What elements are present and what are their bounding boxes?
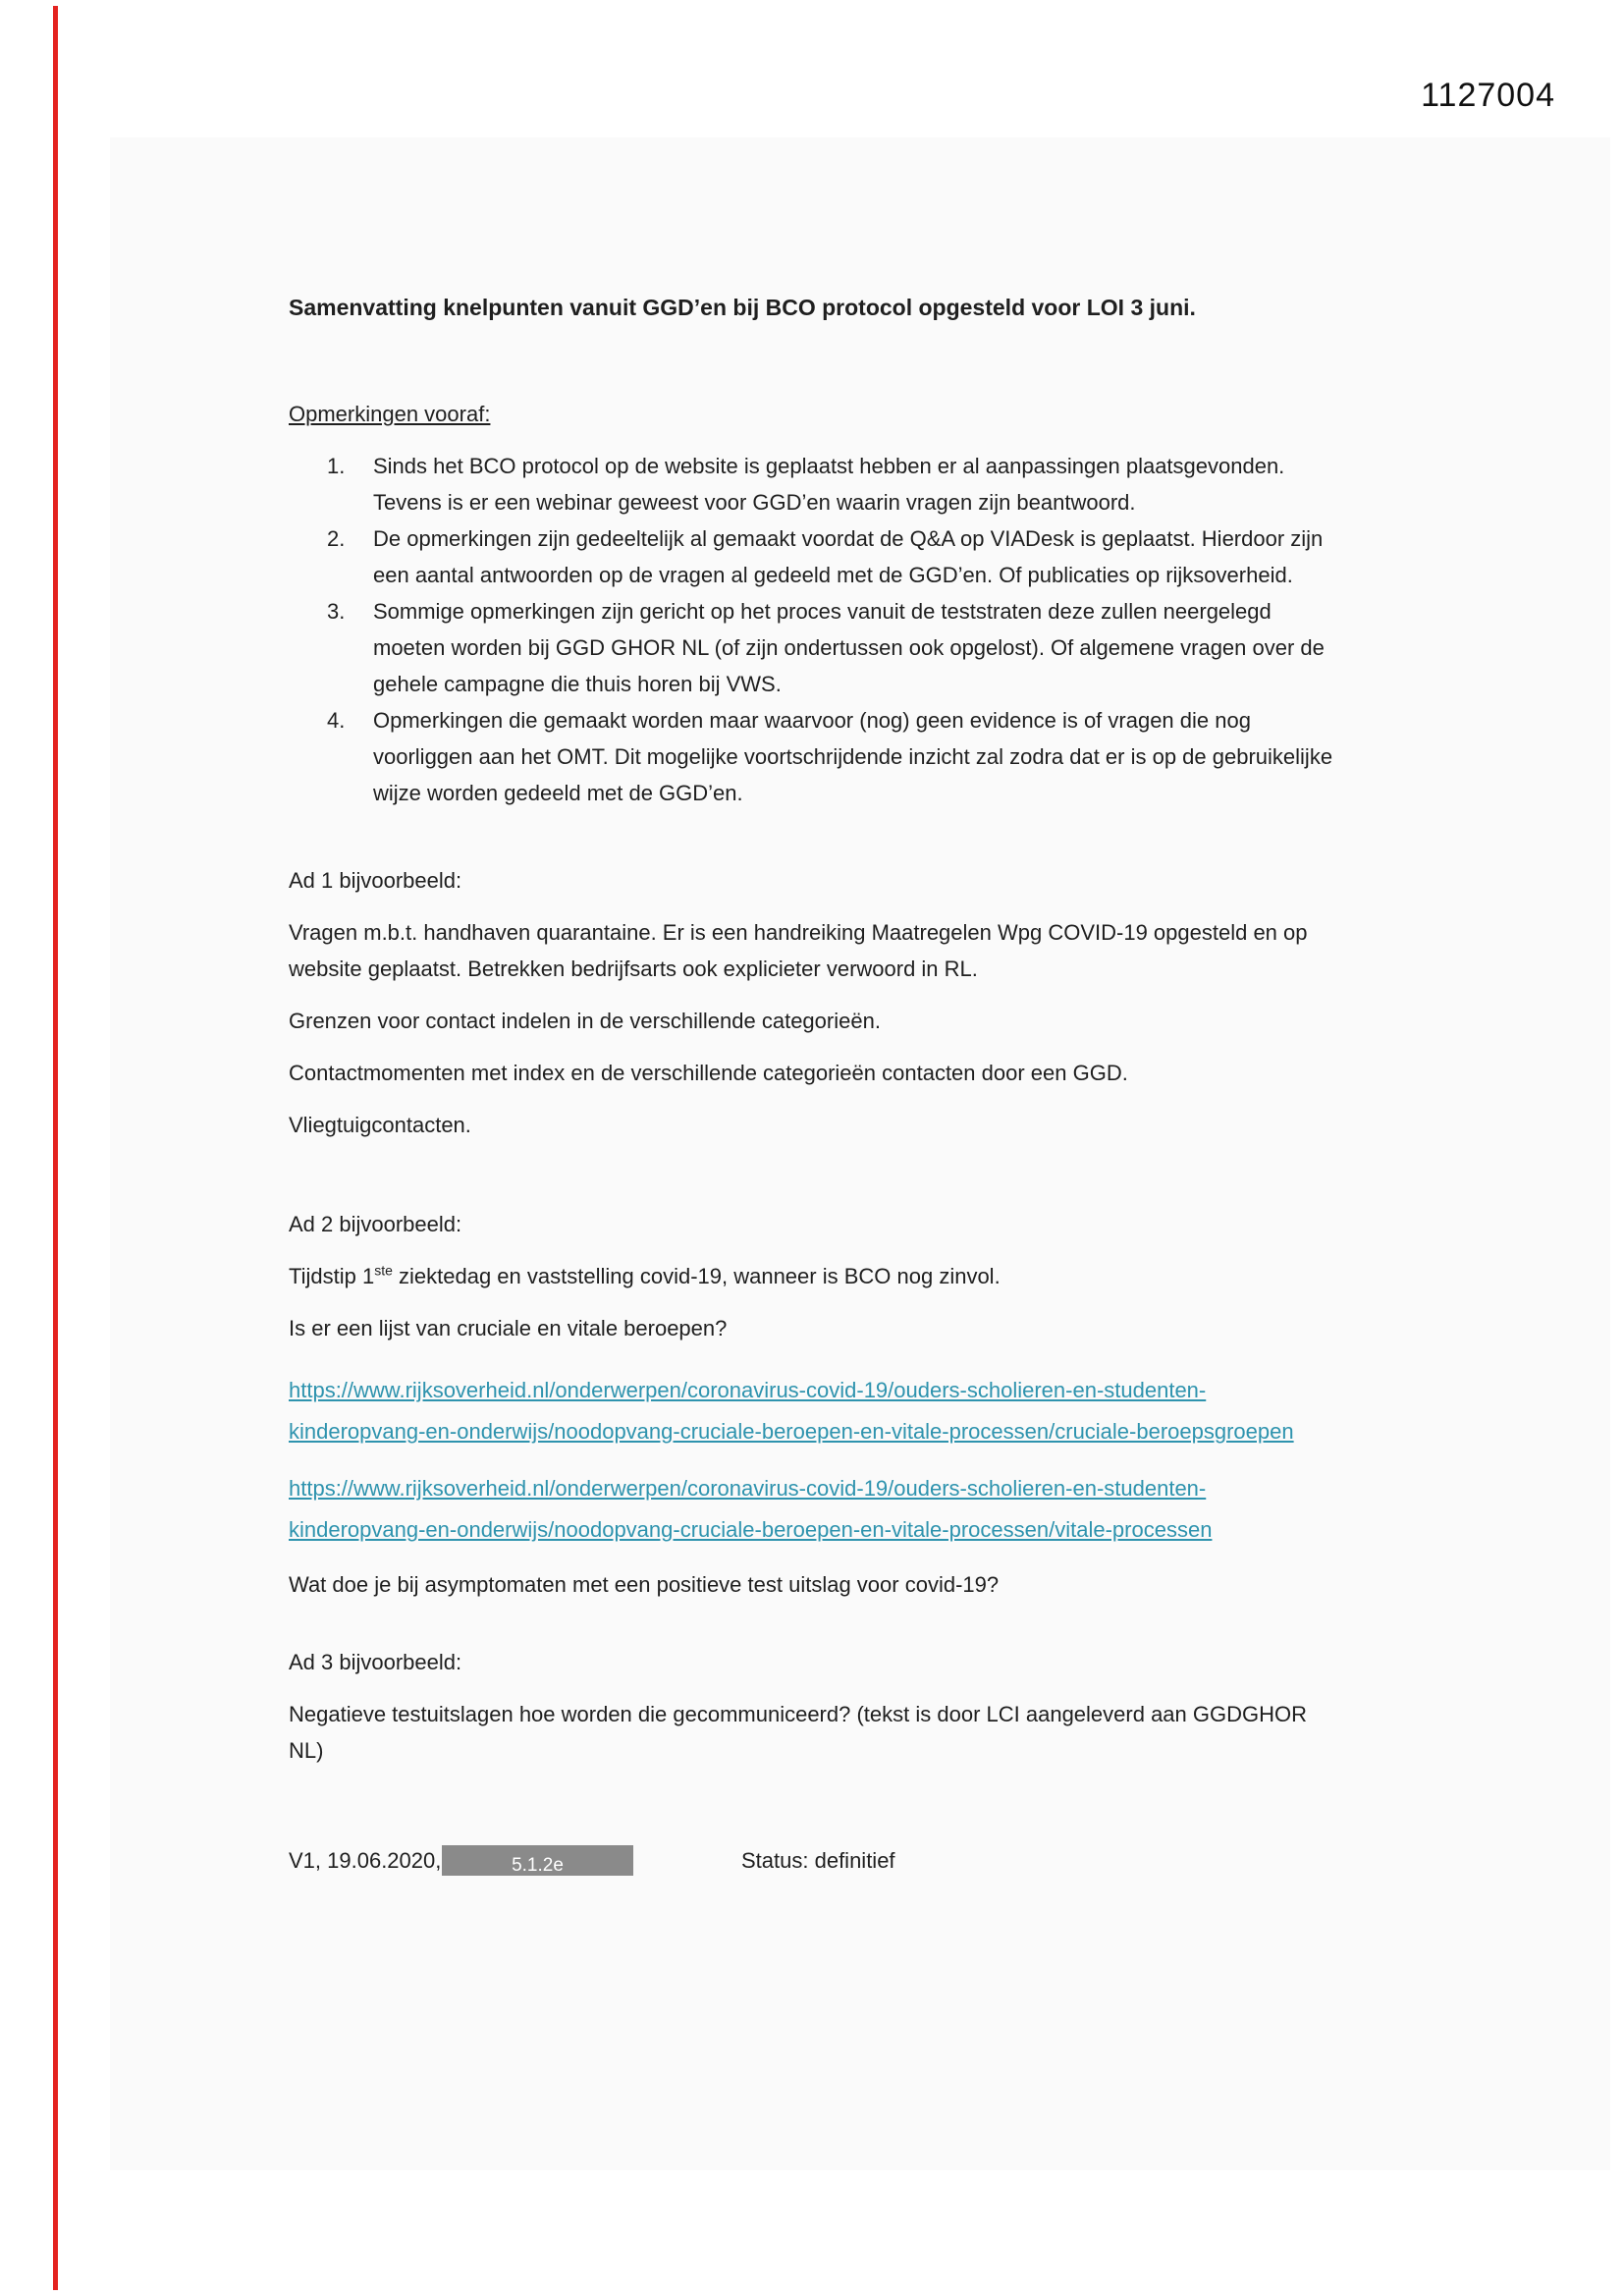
paragraph-link1 (289, 1370, 1340, 1452)
paragraph-ad1-grenzen: Grenzen voor contact indelen in de verschillende categorieën. (289, 1009, 881, 1033)
paragraph-ad2-asymptomaten: Wat doe je bij asymptomaten met een positieve test uitslag voor covid-19? (289, 1572, 1000, 1597)
document-title: Samenvatting knelpunten vanuit GGD’en bij BCO protocol opgesteld voor LOI 3 juni. (289, 295, 1196, 320)
ad2-heading: Ad 2 bijvoorbeeld: (289, 1212, 462, 1236)
list-item-number: 1. (327, 454, 346, 478)
tijdstip-superscript: ste (374, 1262, 393, 1279)
list-item-number: 4. (327, 708, 346, 733)
paragraph-ad2-tijdstip (289, 1258, 1340, 1294)
paragraph-ad1-quarantaine: Vragen m.b.t. handhaven quarantaine. Er is een handreiking Maatregelen Wpg COVID-19 opgesteld en op website geplaatst. Betrekken bedrijfsarts ook explicieter verwoord in RL. (289, 920, 1308, 981)
list-item (327, 520, 1340, 593)
ad3-heading: Ad 3 bijvoorbeeld: (289, 1650, 462, 1674)
footer-version-date: V1, 19.06.2020, (289, 1848, 442, 1873)
redaction-label: 5.1.2e (512, 1855, 564, 1876)
list-item (327, 593, 1340, 702)
document-number: 1127004 (1421, 77, 1555, 114)
link-cruciale-beroepsgroepen[interactable]: https://www.rijksoverheid.nl/onderwerpen/coronavirus-covid-19/ouders-scholieren-en-studenten-kinderopvang-en-onderwijs/noodopvang-cruciale-beroepen-en-vitale-processen/cruciale-beroepsgroepen (289, 1378, 1294, 1444)
list-item-text: De opmerkingen zijn gedeeltelijk al gemaakt voordat de Q&A op VIADesk is geplaatst. Hierdoor zijn een aantal antwoorden op de vragen al gedeeld met de GGD’en. Of publicaties op rijksoverheid. (373, 526, 1324, 587)
list-item-text: Sinds het BCO protocol op de website is geplaatst hebben er al aanpassingen plaatsgevonden. Tevens is er een webinar geweest voor GGD’en waarin vragen zijn beantwoord. (373, 454, 1285, 515)
list-item-number: 3. (327, 599, 346, 624)
paragraph-ad3-testuitslagen: Negatieve testuitslagen hoe worden die gecommuniceerd? (tekst is door LCI aangeleverd aan GGDGHOR NL) (289, 1702, 1307, 1763)
opmerkingen-heading: Opmerkingen vooraf: (289, 402, 491, 426)
list-item-text: Opmerkingen die gemaakt worden maar waarvoor (nog) geen evidence is of vragen die nog voorliggen aan het OMT. Dit mogelijke voortschrijdende inzicht zal zodra dat er is op de gebruikelijke wijze worden gedeeld met de GGD’en. (373, 708, 1333, 805)
footer-status: Status: definitief (741, 1848, 895, 1873)
numbered-list (327, 448, 1340, 811)
paragraph-ad1-contactmomenten: Contactmomenten met index en de verschillende categorieën contacten door een GGD. (289, 1061, 1128, 1085)
list-item (327, 702, 1340, 811)
tijdstip-text-pre: Tijdstip 1 (289, 1264, 375, 1288)
list-item-text: Sommige opmerkingen zijn gericht op het proces vanuit de teststraten deze zullen neergelegd moeten worden bij GGD GHOR NL (of zijn ondertussen ook opgelost). Of algemene vragen over de gehele campagne die thuis horen bij VWS. (373, 599, 1325, 696)
tijdstip-text-rest: ziektedag en vaststelling covid-19, wanneer is BCO nog zinvol. (392, 1264, 1001, 1288)
paragraph-ad1-vliegtuigcontacten: Vliegtuigcontacten. (289, 1113, 471, 1137)
list-item-number: 2. (327, 526, 346, 551)
scan-edge-line (53, 6, 58, 2290)
list-item (327, 448, 1340, 520)
paragraph-link2 (289, 1468, 1340, 1551)
paragraph-ad2-vraag-lijst: Is er een lijst van cruciale en vitale beroepen? (289, 1316, 728, 1340)
document-footer (289, 1842, 1340, 1882)
link-vitale-processen[interactable]: https://www.rijksoverheid.nl/onderwerpen/coronavirus-covid-19/ouders-scholieren-en-studenten-kinderopvang-en-onderwijs/noodopvang-cruciale-beroepen-en-vitale-processen/vitale-processen (289, 1476, 1213, 1542)
redaction-box (442, 1845, 633, 1876)
ad1-heading: Ad 1 bijvoorbeeld: (289, 868, 462, 893)
